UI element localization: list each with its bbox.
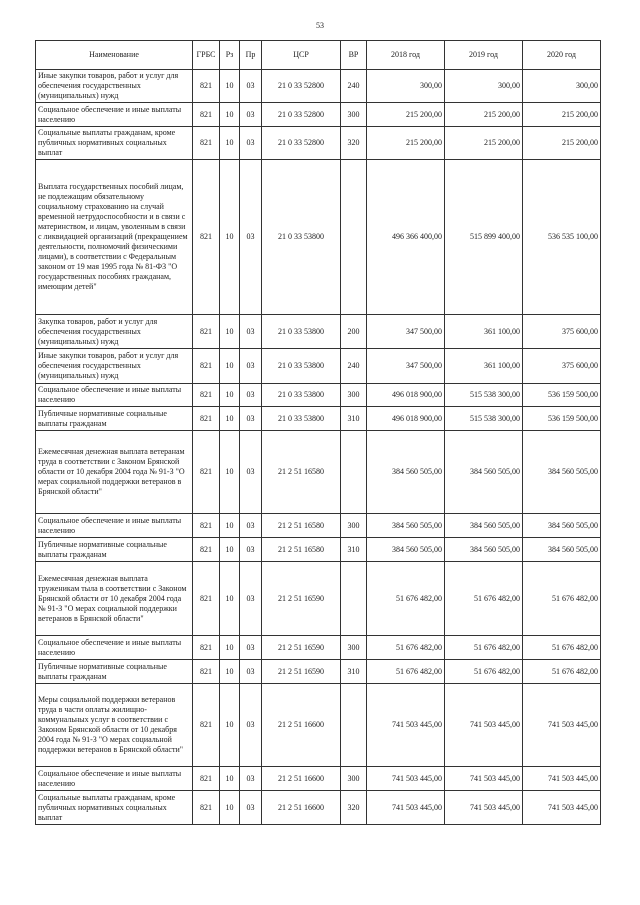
cell-pr: 03: [240, 70, 262, 103]
cell-name: Социальные выплаты гражданам, кроме публичных нормативных социальных выплат: [36, 127, 193, 160]
cell-y2019: 51 676 482,00: [445, 562, 523, 636]
cell-rz: 10: [220, 636, 240, 660]
cell-y2020: 741 503 445,00: [523, 684, 601, 767]
cell-y2020: 741 503 445,00: [523, 791, 601, 825]
cell-y2018: 496 366 400,00: [367, 160, 445, 315]
cell-vr: 300: [341, 636, 367, 660]
cell-rz: 10: [220, 791, 240, 825]
table-row: [36, 431, 601, 514]
table-body: [36, 70, 601, 825]
table-row: [36, 767, 601, 791]
cell-grbs: 821: [193, 562, 220, 636]
cell-rz: 10: [220, 431, 240, 514]
header-grbs: ГРБС: [193, 41, 220, 70]
cell-name: Выплата государственных пособий лицам, не подлежащим обязательному социальному страхованию на случай временной нетрудоспособности и в связи с материнством, и лицам, уволенным в связи с ликвидацией организаций (прекращением деятельности, полномочий физическими лицами), в соответствии с Федеральным законом от 19 мая 1995 года № 81-ФЗ "О государственных пособиях гражданам, имеющим детей": [36, 160, 193, 315]
cell-grbs: 821: [193, 407, 220, 431]
cell-pr: 03: [240, 538, 262, 562]
cell-y2018: 384 560 505,00: [367, 431, 445, 514]
cell-pr: 03: [240, 684, 262, 767]
cell-name: Ежемесячная денежная выплата ветеранам труда в соответствии с Законом Брянской области от 10 декабря 2004 года № 91-З "О мерах социальной поддержки ветеранов в Брянской области": [36, 431, 193, 514]
table-row: [36, 103, 601, 127]
cell-csr: 21 0 33 53800: [262, 407, 341, 431]
header-pr: Пр: [240, 41, 262, 70]
table-row: [36, 562, 601, 636]
cell-csr: 21 0 33 52800: [262, 103, 341, 127]
cell-y2020: 215 200,00: [523, 127, 601, 160]
cell-vr: [341, 431, 367, 514]
cell-y2018: 741 503 445,00: [367, 791, 445, 825]
cell-grbs: 821: [193, 431, 220, 514]
cell-grbs: 821: [193, 315, 220, 349]
cell-name: Публичные нормативные социальные выплаты гражданам: [36, 407, 193, 431]
cell-name: Социальное обеспечение и иные выплаты населению: [36, 103, 193, 127]
cell-rz: 10: [220, 538, 240, 562]
cell-pr: 03: [240, 514, 262, 538]
cell-y2019: 515 538 300,00: [445, 384, 523, 407]
cell-csr: 21 2 51 16600: [262, 791, 341, 825]
cell-y2018: 215 200,00: [367, 103, 445, 127]
cell-vr: 300: [341, 767, 367, 791]
cell-name: Социальное обеспечение и иные выплаты населению: [36, 514, 193, 538]
cell-csr: 21 2 51 16600: [262, 767, 341, 791]
cell-rz: 10: [220, 349, 240, 384]
cell-pr: 03: [240, 127, 262, 160]
cell-pr: 03: [240, 431, 262, 514]
cell-rz: 10: [220, 407, 240, 431]
cell-y2018: 51 676 482,00: [367, 562, 445, 636]
cell-y2019: 741 503 445,00: [445, 684, 523, 767]
cell-rz: 10: [220, 315, 240, 349]
cell-vr: 240: [341, 349, 367, 384]
table-row: [36, 407, 601, 431]
cell-y2019: 741 503 445,00: [445, 767, 523, 791]
cell-y2020: 375 600,00: [523, 349, 601, 384]
cell-pr: 03: [240, 562, 262, 636]
cell-name: Социальное обеспечение и иные выплаты населению: [36, 384, 193, 407]
cell-y2020: 741 503 445,00: [523, 767, 601, 791]
cell-grbs: 821: [193, 791, 220, 825]
cell-pr: 03: [240, 767, 262, 791]
cell-y2019: 384 560 505,00: [445, 431, 523, 514]
cell-vr: 300: [341, 384, 367, 407]
cell-name: Публичные нормативные социальные выплаты гражданам: [36, 538, 193, 562]
cell-csr: 21 2 51 16590: [262, 562, 341, 636]
cell-y2020: 375 600,00: [523, 315, 601, 349]
table-row: [36, 660, 601, 684]
cell-y2019: 215 200,00: [445, 127, 523, 160]
cell-csr: 21 0 33 52800: [262, 127, 341, 160]
cell-pr: 03: [240, 349, 262, 384]
cell-grbs: 821: [193, 103, 220, 127]
cell-csr: 21 2 51 16580: [262, 431, 341, 514]
cell-vr: 320: [341, 127, 367, 160]
cell-pr: 03: [240, 636, 262, 660]
cell-name: Закупка товаров, работ и услуг для обеспечения государственных (муниципальных) нужд: [36, 315, 193, 349]
cell-csr: 21 0 33 52800: [262, 70, 341, 103]
cell-csr: 21 2 51 16590: [262, 660, 341, 684]
cell-csr: 21 2 51 16580: [262, 514, 341, 538]
cell-rz: 10: [220, 70, 240, 103]
cell-pr: 03: [240, 315, 262, 349]
cell-y2019: 215 200,00: [445, 103, 523, 127]
table-row: [36, 160, 601, 315]
cell-name: Публичные нормативные социальные выплаты гражданам: [36, 660, 193, 684]
cell-vr: 310: [341, 538, 367, 562]
cell-y2020: 384 560 505,00: [523, 538, 601, 562]
cell-y2018: 51 676 482,00: [367, 660, 445, 684]
table-row: [36, 684, 601, 767]
cell-rz: 10: [220, 514, 240, 538]
cell-rz: 10: [220, 684, 240, 767]
cell-rz: 10: [220, 127, 240, 160]
cell-y2020: 384 560 505,00: [523, 431, 601, 514]
cell-csr: 21 2 51 16590: [262, 636, 341, 660]
cell-name: Иные закупки товаров, работ и услуг для обеспечения государственных (муниципальных) нужд: [36, 70, 193, 103]
cell-grbs: 821: [193, 767, 220, 791]
cell-grbs: 821: [193, 538, 220, 562]
cell-rz: 10: [220, 660, 240, 684]
cell-y2020: 300,00: [523, 70, 601, 103]
cell-y2018: 347 500,00: [367, 315, 445, 349]
cell-y2019: 300,00: [445, 70, 523, 103]
cell-grbs: 821: [193, 384, 220, 407]
cell-pr: 03: [240, 103, 262, 127]
cell-y2018: 347 500,00: [367, 349, 445, 384]
cell-y2018: 300,00: [367, 70, 445, 103]
cell-csr: 21 0 33 53800: [262, 315, 341, 349]
cell-name: Иные закупки товаров, работ и услуг для обеспечения государственных (муниципальных) нужд: [36, 349, 193, 384]
cell-rz: 10: [220, 160, 240, 315]
cell-vr: [341, 562, 367, 636]
header-csr: ЦСР: [262, 41, 341, 70]
cell-y2020: 51 676 482,00: [523, 562, 601, 636]
cell-pr: 03: [240, 160, 262, 315]
cell-vr: 310: [341, 407, 367, 431]
cell-vr: 310: [341, 660, 367, 684]
cell-vr: [341, 160, 367, 315]
cell-y2019: 384 560 505,00: [445, 538, 523, 562]
cell-y2018: 496 018 900,00: [367, 407, 445, 431]
page-number: 53: [316, 21, 324, 30]
cell-csr: 21 2 51 16580: [262, 538, 341, 562]
table-row: [36, 636, 601, 660]
table-row: [36, 349, 601, 384]
header-2018: 2018 год: [367, 41, 445, 70]
header-rz: Рз: [220, 41, 240, 70]
cell-y2019: 51 676 482,00: [445, 660, 523, 684]
table-header-row: [36, 41, 601, 70]
cell-pr: 03: [240, 791, 262, 825]
table-row: [36, 315, 601, 349]
cell-name: Ежемесячная денежная выплата труженикам тыла в соответствии с Законом Брянской области от 10 декабря 2004 года № 91-З "О мерах социальной поддержки ветеранов в Брянской области": [36, 562, 193, 636]
budget-table: [35, 40, 601, 825]
cell-grbs: 821: [193, 70, 220, 103]
cell-vr: 300: [341, 514, 367, 538]
cell-y2020: 536 159 500,00: [523, 407, 601, 431]
cell-vr: 320: [341, 791, 367, 825]
cell-grbs: 821: [193, 514, 220, 538]
cell-vr: 200: [341, 315, 367, 349]
cell-name: Социальное обеспечение и иные выплаты населению: [36, 767, 193, 791]
cell-y2020: 51 676 482,00: [523, 660, 601, 684]
cell-grbs: 821: [193, 127, 220, 160]
cell-y2020: 51 676 482,00: [523, 636, 601, 660]
cell-y2018: 741 503 445,00: [367, 767, 445, 791]
header-2019: 2019 год: [445, 41, 523, 70]
cell-y2019: 741 503 445,00: [445, 791, 523, 825]
cell-grbs: 821: [193, 160, 220, 315]
cell-vr: 300: [341, 103, 367, 127]
cell-y2018: 384 560 505,00: [367, 538, 445, 562]
cell-csr: 21 0 33 53800: [262, 160, 341, 315]
table-row: [36, 514, 601, 538]
header-vr: ВР: [341, 41, 367, 70]
table-row: [36, 127, 601, 160]
cell-name: Социальные выплаты гражданам, кроме публичных нормативных социальных выплат: [36, 791, 193, 825]
cell-rz: 10: [220, 562, 240, 636]
cell-grbs: 821: [193, 349, 220, 384]
cell-y2018: 496 018 900,00: [367, 384, 445, 407]
cell-pr: 03: [240, 407, 262, 431]
table-row: [36, 791, 601, 825]
cell-y2020: 384 560 505,00: [523, 514, 601, 538]
cell-y2020: 536 535 100,00: [523, 160, 601, 315]
cell-grbs: 821: [193, 684, 220, 767]
cell-vr: 240: [341, 70, 367, 103]
cell-rz: 10: [220, 384, 240, 407]
header-2020: 2020 год: [523, 41, 601, 70]
cell-rz: 10: [220, 767, 240, 791]
cell-pr: 03: [240, 384, 262, 407]
cell-csr: 21 2 51 16600: [262, 684, 341, 767]
cell-y2020: 215 200,00: [523, 103, 601, 127]
cell-name: Меры социальной поддержки ветеранов труда в части оплаты жилищно-коммунальных услуг в соответствии с Законом Брянской области от 10 декабря 2004 года № 91-З "О мерах социальной поддержки ветеранов в Брянской области": [36, 684, 193, 767]
cell-grbs: 821: [193, 660, 220, 684]
table-row: [36, 538, 601, 562]
cell-csr: 21 0 33 53800: [262, 384, 341, 407]
cell-y2019: 515 899 400,00: [445, 160, 523, 315]
cell-name: Социальное обеспечение и иные выплаты населению: [36, 636, 193, 660]
cell-y2020: 536 159 500,00: [523, 384, 601, 407]
cell-pr: 03: [240, 660, 262, 684]
cell-grbs: 821: [193, 636, 220, 660]
cell-y2018: 741 503 445,00: [367, 684, 445, 767]
cell-y2018: 51 676 482,00: [367, 636, 445, 660]
cell-y2019: 515 538 300,00: [445, 407, 523, 431]
cell-y2018: 384 560 505,00: [367, 514, 445, 538]
cell-y2019: 51 676 482,00: [445, 636, 523, 660]
cell-csr: 21 0 33 53800: [262, 349, 341, 384]
cell-y2018: 215 200,00: [367, 127, 445, 160]
cell-y2019: 384 560 505,00: [445, 514, 523, 538]
cell-y2019: 361 100,00: [445, 349, 523, 384]
cell-vr: [341, 684, 367, 767]
table-row: [36, 384, 601, 407]
cell-y2019: 361 100,00: [445, 315, 523, 349]
cell-rz: 10: [220, 103, 240, 127]
header-name: Наименование: [36, 41, 193, 70]
table-row: [36, 70, 601, 103]
